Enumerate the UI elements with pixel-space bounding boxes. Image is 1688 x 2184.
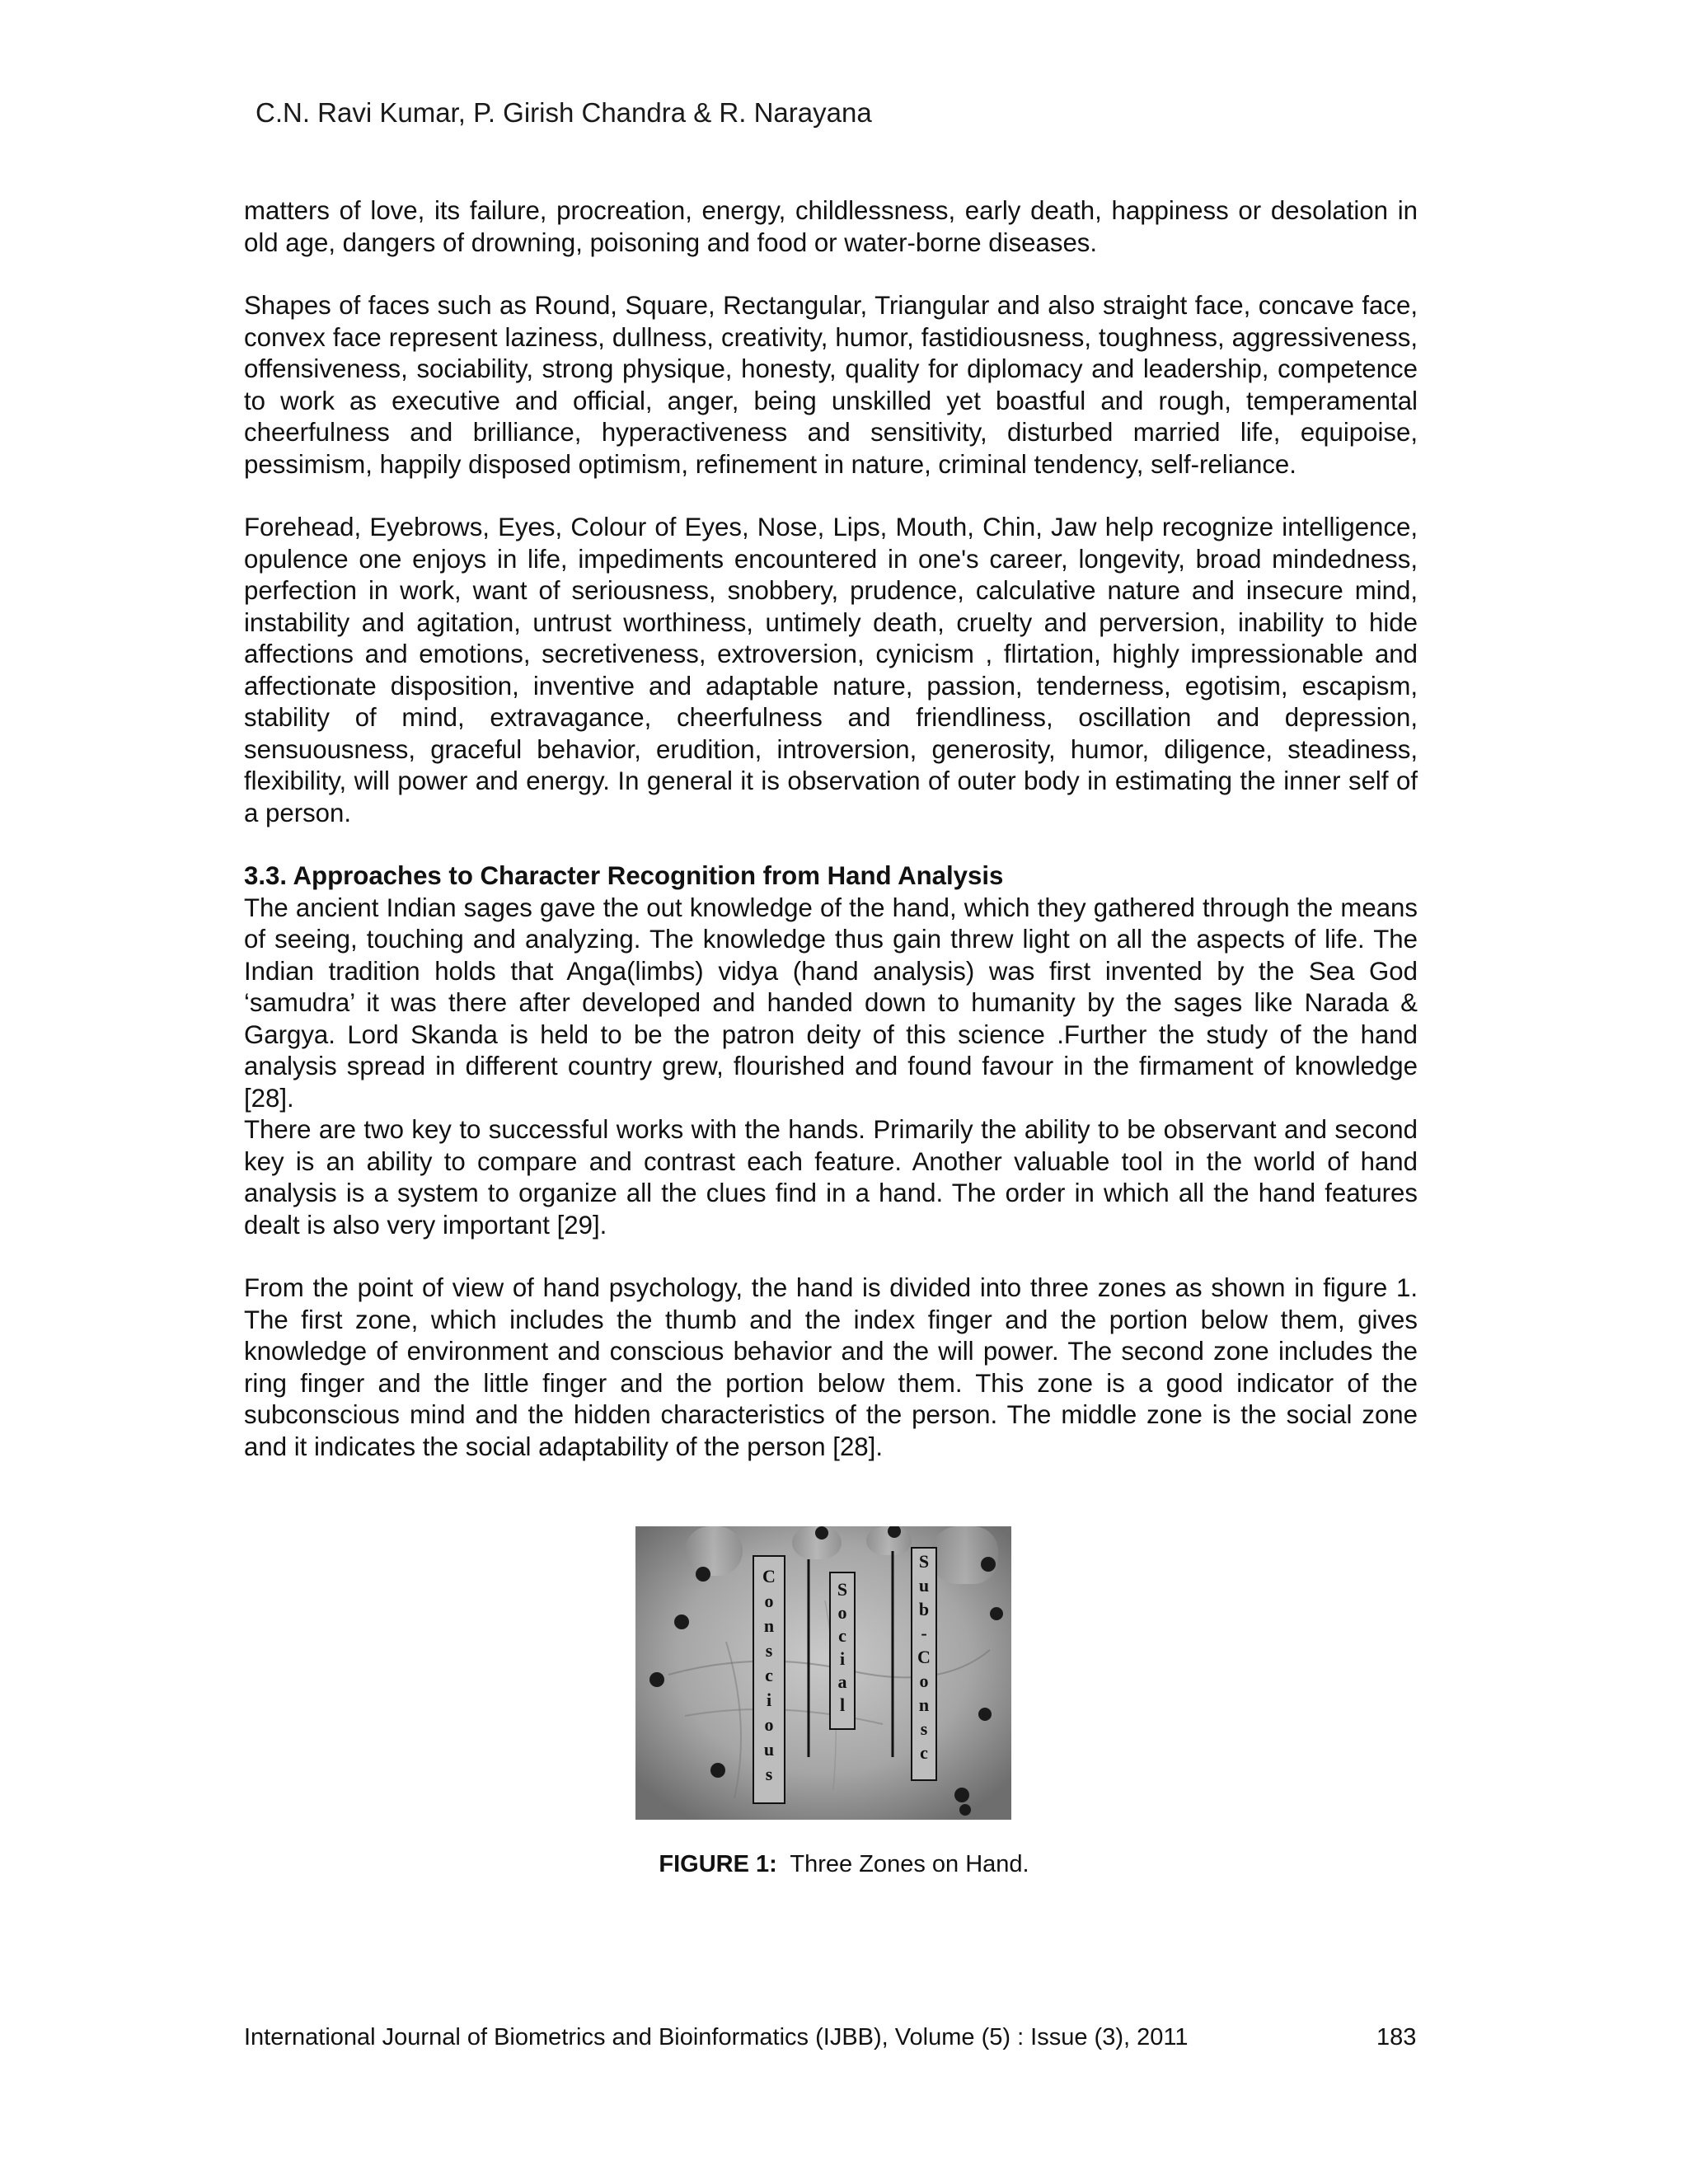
paragraph: Shapes of faces such as Round, Square, Rectangular, Triangular and also straight face, concave face, convex face represent laziness, dullness, creativity, humor, fastidiousness, toughness, aggressiveness, offensiveness, sociability, strong physique, honesty, quality for diplomacy and leadership, competence to work as executive and official, anger, being unskilled yet boastful and rough, temperamental cheerfulness and brilliance, hyperactiveness and sensitivity, disturbed married life, equipoise, pessimism, happily disposed optimism, refinement in nature, criminal tendency, self-reliance. [244,291,1418,479]
paragraph: The ancient Indian sages gave the out knowledge of the hand, which they gathered through the means of seeing, touching and analyzing. The knowledge thus gain threw light on all the aspects of life. The Indian tradition holds that Anga(limbs) vidya (hand analysis) was first invented by the Sea God ‘samudra’ it was there after developed and handed down to humanity by the sages like Narada & Gargya. Lord Skanda is held to be the patron deity of this science .Further the study of the hand analysis spread in different country grew, flourished and found favour in the firmament of knowledge [28]. [244,893,1418,1113]
section-heading: 3.3. Approaches to Character Recognition from Hand Analysis [244,861,1004,890]
zone-letter: i [766,1690,772,1710]
zone-letter: c [765,1665,773,1685]
paragraph: matters of love, its failure, procreation, energy, childlessness, early death, happiness or desolation in old age, dangers of drowning, poisoning and food or water-borne diseases. [244,196,1418,257]
marker-dot [954,1788,969,1802]
paragraph: From the point of view of hand psychology, the hand is divided into three zones as shown in figure 1. The first zone, which includes the thumb and the index finger and the portion below them, gives knowledge of environment and conscious behavior and the will power. The second zone includes the ring finger and the little finger and the portion below them. This zone is a good indicator of the subconscious mind and the hidden characteristics of the person. The middle zone is the social zone and it indicates the social adaptability of the person [28]. [244,1273,1418,1461]
marker-dot [959,1804,971,1816]
zone-letter: i [839,1648,846,1669]
zone-letter: s [765,1640,773,1661]
page-number: 183 [1376,2024,1417,2050]
marker-dot [710,1763,725,1778]
figure-hand-zones [635,1526,1011,1820]
zone-letter: o [837,1602,847,1623]
marker-dot [649,1672,664,1687]
zone-letter: n [763,1615,775,1636]
zone-letter: b [918,1599,930,1619]
running-header-authors: C.N. Ravi Kumar, P. Girish Chandra & R. Narayana [256,97,872,128]
zone-letter: c [920,1742,928,1763]
zone-letter: o [764,1714,774,1735]
zone-letter: o [919,1671,929,1691]
zone-letter: l [839,1694,846,1715]
figure-caption-label: FIGURE 1: [659,1851,777,1877]
zone-letter: S [837,1579,848,1600]
figure-caption-text: Three Zones on Hand. [790,1851,1029,1877]
marker-dot [696,1567,710,1582]
zone-letter: c [838,1625,846,1646]
body-text [244,195,1418,1463]
marker-dot [815,1526,828,1540]
zone-letter: C [762,1566,776,1586]
zone-letter: a [837,1671,847,1692]
marker-dot [981,1557,996,1572]
figure-caption [0,1851,1688,1878]
zone-letter: u [918,1575,930,1596]
marker-dot [674,1615,689,1629]
zone-letter: u [763,1739,775,1760]
zone-letter: S [918,1551,930,1572]
footer-journal: International Journal of Biometrics and Bioinformatics (IJBB), Volume (5) : Issue (3), 2011 [244,2024,1189,2050]
zone-letter: - [921,1623,927,1643]
paragraph: Forehead, Eyebrows, Eyes, Colour of Eyes, Nose, Lips, Mouth, Chin, Jaw help recognize intelligence, opulence one enjoys in life, impediments encountered in one's career, longevity, broad mindedness, perfection in work, want of seriousness, snobbery, prudence, calculative nature and insecure mind, instability and agitation, untrust worthiness, untimely death, cruelty and perversion, inability to hide affections and emotions, secretiveness, extroversion, cynicism , flirtation, highly impressionable and affectionate disposition, inventive and adaptable nature, passion, tenderness, egotisim, escapism, stability of mind, extravagance, cheerfulness and friendliness, oscillation and depression, sensuousness, graceful behavior, erudition, introversion, generosity, humor, diligence, steadiness, flexibility, will power and energy. In general it is observation of outer body in estimating the inner self of a person. [244,513,1418,827]
zone-letter: o [764,1591,774,1611]
zone-letter: C [917,1647,931,1667]
zone-letter: s [765,1764,773,1784]
zone-letter: s [920,1718,928,1739]
zone-letter: n [918,1694,930,1715]
marker-dot [990,1607,1003,1620]
paragraph: There are two key to successful works with the hands. Primarily the ability to be observant and second key is an ability to compare and contrast each feature. Another valuable tool in the world of hand analysis is a system to organize all the clues find in a hand. The order in which all the hand features dealt is also very important [29]. [244,1115,1418,1240]
marker-dot [978,1708,992,1721]
